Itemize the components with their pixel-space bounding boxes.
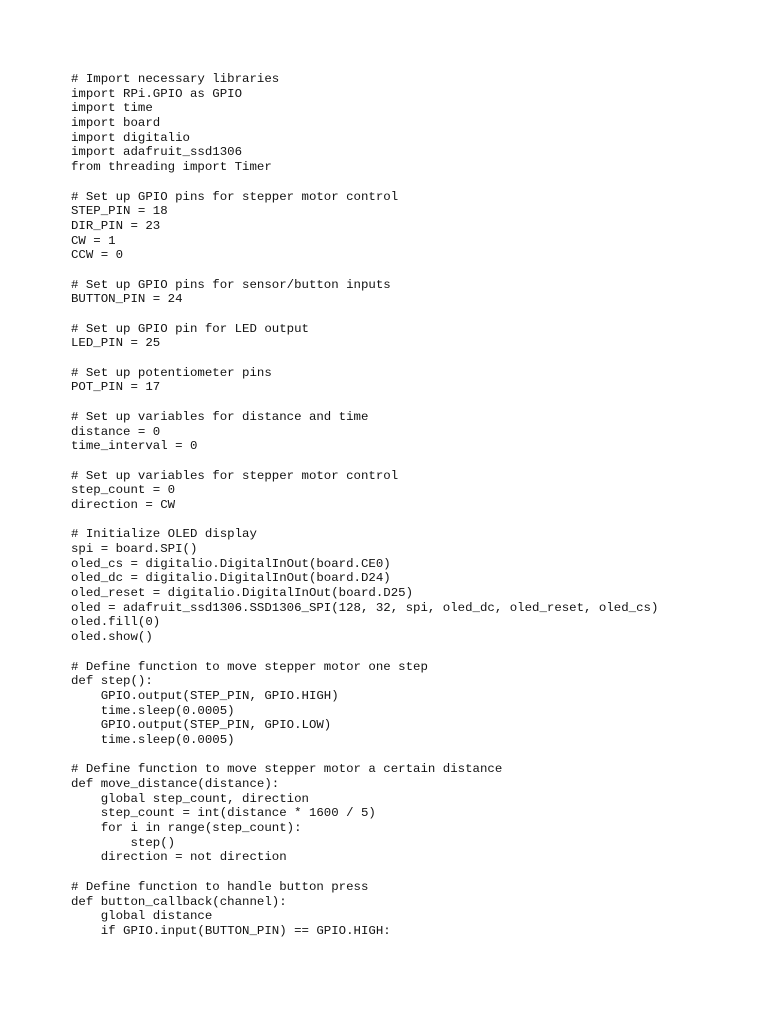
code-line: oled = adafruit_ssd1306.SSD1306_SPI(128, 32, spi, oled_dc, oled_reset, oled_cs) [71, 600, 659, 615]
blank-line [71, 263, 658, 278]
blank-line [71, 395, 658, 410]
code-line: spi = board.SPI() [71, 542, 198, 556]
code-line: direction = not direction [71, 850, 287, 865]
code-line: oled_reset = digitalio.DigitalInOut(board.D25) [71, 586, 414, 601]
code-line: # Define function to move stepper motor a certain distance [71, 762, 503, 777]
code-line: POT_PIN = 17 [71, 380, 161, 395]
code-line: time.sleep(0.0005) [71, 703, 235, 718]
code-line: # Define function to move stepper motor one step [71, 659, 428, 674]
code-block [71, 72, 658, 939]
code-line: # Import necessary libraries [71, 72, 280, 86]
blank-line [71, 865, 658, 880]
code-line: # Set up variables for distance and time [71, 409, 369, 424]
blank-line [71, 454, 658, 469]
code-line: CCW = 0 [71, 248, 124, 263]
code-line: distance = 0 [71, 424, 161, 439]
code-line: global step_count, direction [71, 791, 309, 806]
code-line: def move_distance(distance): [71, 777, 280, 791]
code-line: LED_PIN = 25 [71, 336, 161, 351]
code-line: def step(): [71, 674, 153, 689]
code-line: def button_callback(channel): [71, 894, 287, 909]
code-line: STEP_PIN = 18 [71, 204, 168, 219]
code-line: import board [71, 116, 161, 131]
code-line: step_count = int(distance * 1600 / 5) [71, 806, 376, 821]
code-line: step_count = 0 [71, 483, 176, 498]
code-line: BUTTON_PIN = 24 [71, 292, 183, 307]
code-line: oled_dc = digitalio.DigitalInOut(board.D24) [71, 571, 391, 586]
blank-line [71, 748, 658, 763]
code-line: oled.fill(0) [71, 615, 161, 630]
code-line: # Set up GPIO pins for sensor/button inputs [71, 277, 391, 292]
code-line: for i in range(step_count): [71, 821, 302, 836]
code-line: step() [71, 835, 176, 850]
code-line: time_interval = 0 [71, 439, 198, 454]
blank-line [71, 307, 658, 322]
code-line: # Initialize OLED display [71, 527, 257, 542]
code-line: # Set up variables for stepper motor control [71, 468, 399, 483]
blank-line [71, 645, 658, 660]
code-line: # Set up potentiometer pins [71, 365, 272, 380]
code-line: oled.show() [71, 630, 153, 645]
code-line: oled_cs = digitalio.DigitalInOut(board.CE0) [71, 556, 391, 571]
code-line: # Set up GPIO pin for LED output [71, 321, 309, 336]
blank-line [71, 351, 658, 366]
code-line: DIR_PIN = 23 [71, 218, 161, 233]
code-line: time.sleep(0.0005) [71, 732, 235, 747]
blank-line [71, 175, 658, 190]
code-line: import time [71, 101, 153, 116]
code-line: # Define function to handle button press [71, 879, 369, 894]
code-line: from threading import Timer [71, 160, 272, 175]
blank-line [71, 513, 658, 528]
code-line: import RPi.GPIO as GPIO [71, 86, 243, 101]
code-line: import adafruit_ssd1306 [71, 145, 243, 160]
code-line: direction = CW [71, 497, 176, 512]
code-line: # Set up GPIO pins for stepper motor control [71, 189, 399, 204]
code-line: CW = 1 [71, 233, 116, 248]
code-line: if GPIO.input(BUTTON_PIN) == GPIO.HIGH: [71, 923, 391, 938]
code-line: GPIO.output(STEP_PIN, GPIO.LOW) [71, 718, 332, 733]
code-line: import digitalio [71, 130, 190, 145]
code-line: GPIO.output(STEP_PIN, GPIO.HIGH) [71, 688, 339, 703]
code-line: global distance [71, 909, 213, 924]
